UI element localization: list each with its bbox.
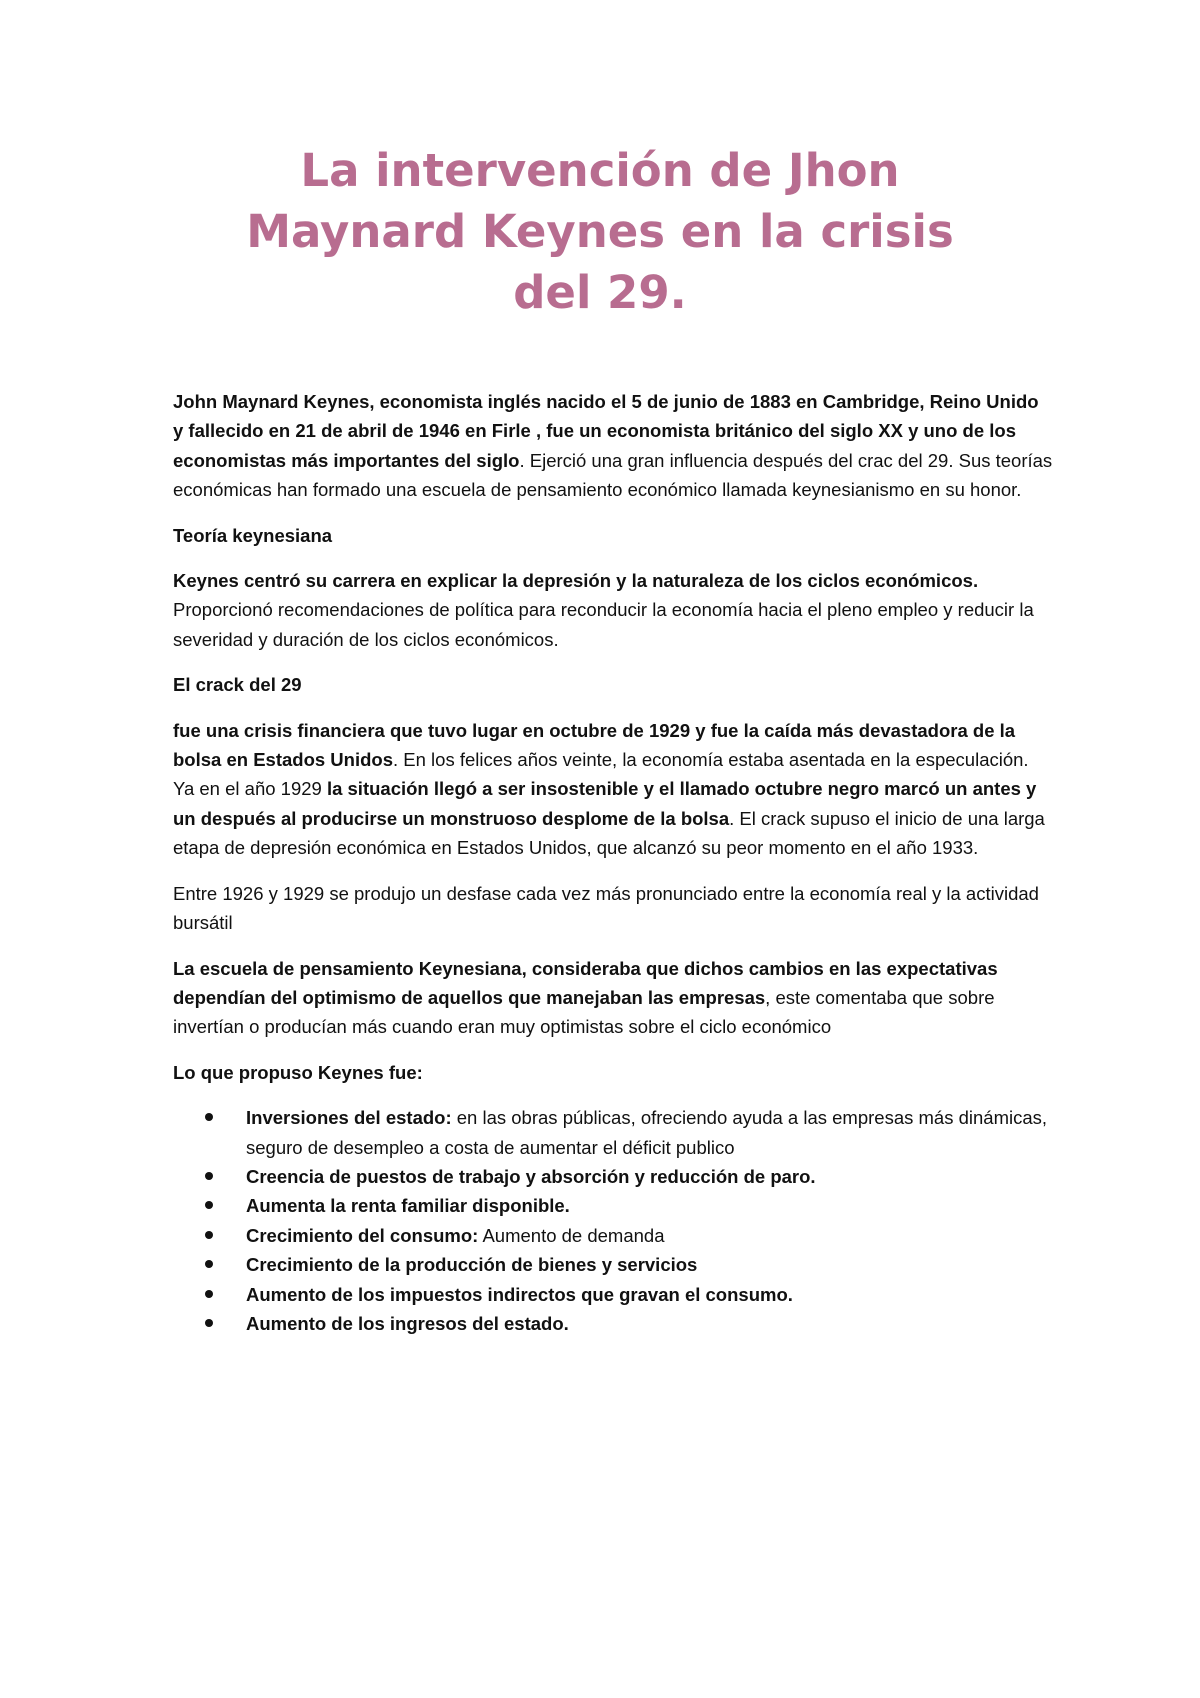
teoria-paragraph (173, 566, 1053, 654)
crack-bold-text-1: fue una crisis financiera que tuvo lugar en octubre de 1929 y fue la caída más devastadora de la bolsa en Estados Unidos (173, 719, 1016, 771)
teoria-bold-text: Keynes centró su carrera en explicar la depresión y la naturaleza de los ciclos económicos. (173, 570, 979, 592)
document-title (150, 140, 1050, 323)
list-item: Crecimiento de la producción de bienes y servicios (173, 1250, 1053, 1279)
title-line-1: La intervención de Jhon (300, 144, 900, 197)
bullet-icon (205, 1113, 213, 1121)
crack-text-1: . En los felices años veinte, la economía estaba asentada en la especulación. Ya en el año 1929 (173, 749, 1029, 800)
document-body (173, 387, 1053, 1338)
list-item: Aumento de los ingresos del estado. (173, 1309, 1053, 1338)
teoria-text: Proporcionó recomendaciones de política para reconducir la economía hacia el pleno empleo y reducir la severidad y duración de los ciclos económicos. (173, 599, 1034, 650)
section-heading-crack: El crack del 29 (173, 674, 302, 696)
intro-text: . Ejerció una gran influencia después del crac del 29. Sus teorías económicas han formado una escuela de pensamiento económico llamada keynesianismo en su honor. (173, 449, 1053, 501)
school-bold-text: La escuela de pensamiento Keynesiana, consideraba que dichos cambios en las expectativas dependían del optimismo de aquellos que manejaban las empresas (173, 957, 998, 1008)
school-text: , este comentaba que sobre invertían o producían más cuando eran muy optimistas sobre el ciclo económico (173, 986, 995, 1038)
list-item: Crecimiento del consumo: Aumento de demanda (173, 1221, 1053, 1250)
crack-paragraph (173, 716, 1053, 863)
list-item: Creencia de puestos de trabajo y absorción y reducción de paro. (173, 1162, 1053, 1191)
bullet-icon (205, 1260, 213, 1268)
bullet-icon (205, 1201, 213, 1209)
bullet-icon (205, 1172, 213, 1180)
list-item: Inversiones del estado: en las obras públicas, ofreciendo ayuda a las empresas más dinámicas, seguro de desempleo a costa de aumentar el déficit publico (173, 1103, 1053, 1162)
school-paragraph (173, 954, 1053, 1042)
crack-text-2: . El crack supuso el inicio de una larga etapa de depresión económica en Estados Unidos, que alcanzó su peor momento en el año 1933. (173, 807, 1045, 859)
title-line-3: del 29. (513, 266, 687, 319)
proposal-heading: Lo que propuso Keynes fue: (173, 1061, 423, 1083)
bullet-icon (205, 1290, 213, 1298)
desfase-paragraph: Entre 1926 y 1929 se produjo un desfase cada vez más pronunciado entre la economía real y la actividad bursátil (173, 882, 1039, 934)
list-item: Aumenta la renta familiar disponible. (173, 1191, 1053, 1220)
title-line-2: Maynard Keynes en la crisis (246, 205, 954, 258)
list-item: Aumento de los impuestos indirectos que gravan el consumo. (173, 1280, 1053, 1309)
proposal-list (173, 1103, 1053, 1338)
crack-bold-text-2: la situación llegó a ser insostenible y el llamado octubre negro marcó un antes y un después al producirse un monstruoso desplome de la bolsa (173, 778, 1037, 829)
intro-bold-text: John Maynard Keynes, economista inglés nacido el 5 de junio de 1883 en Cambridge, Reino Unido y fallecido en 21 de abril de 1946 en Firle , fue un economista británico del siglo XX y uno de los economistas más importantes del siglo (173, 391, 1039, 471)
section-heading-teoria: Teoría keynesiana (173, 524, 333, 546)
bullet-icon (205, 1231, 213, 1239)
intro-paragraph (173, 387, 1053, 505)
bullet-icon (205, 1319, 213, 1327)
